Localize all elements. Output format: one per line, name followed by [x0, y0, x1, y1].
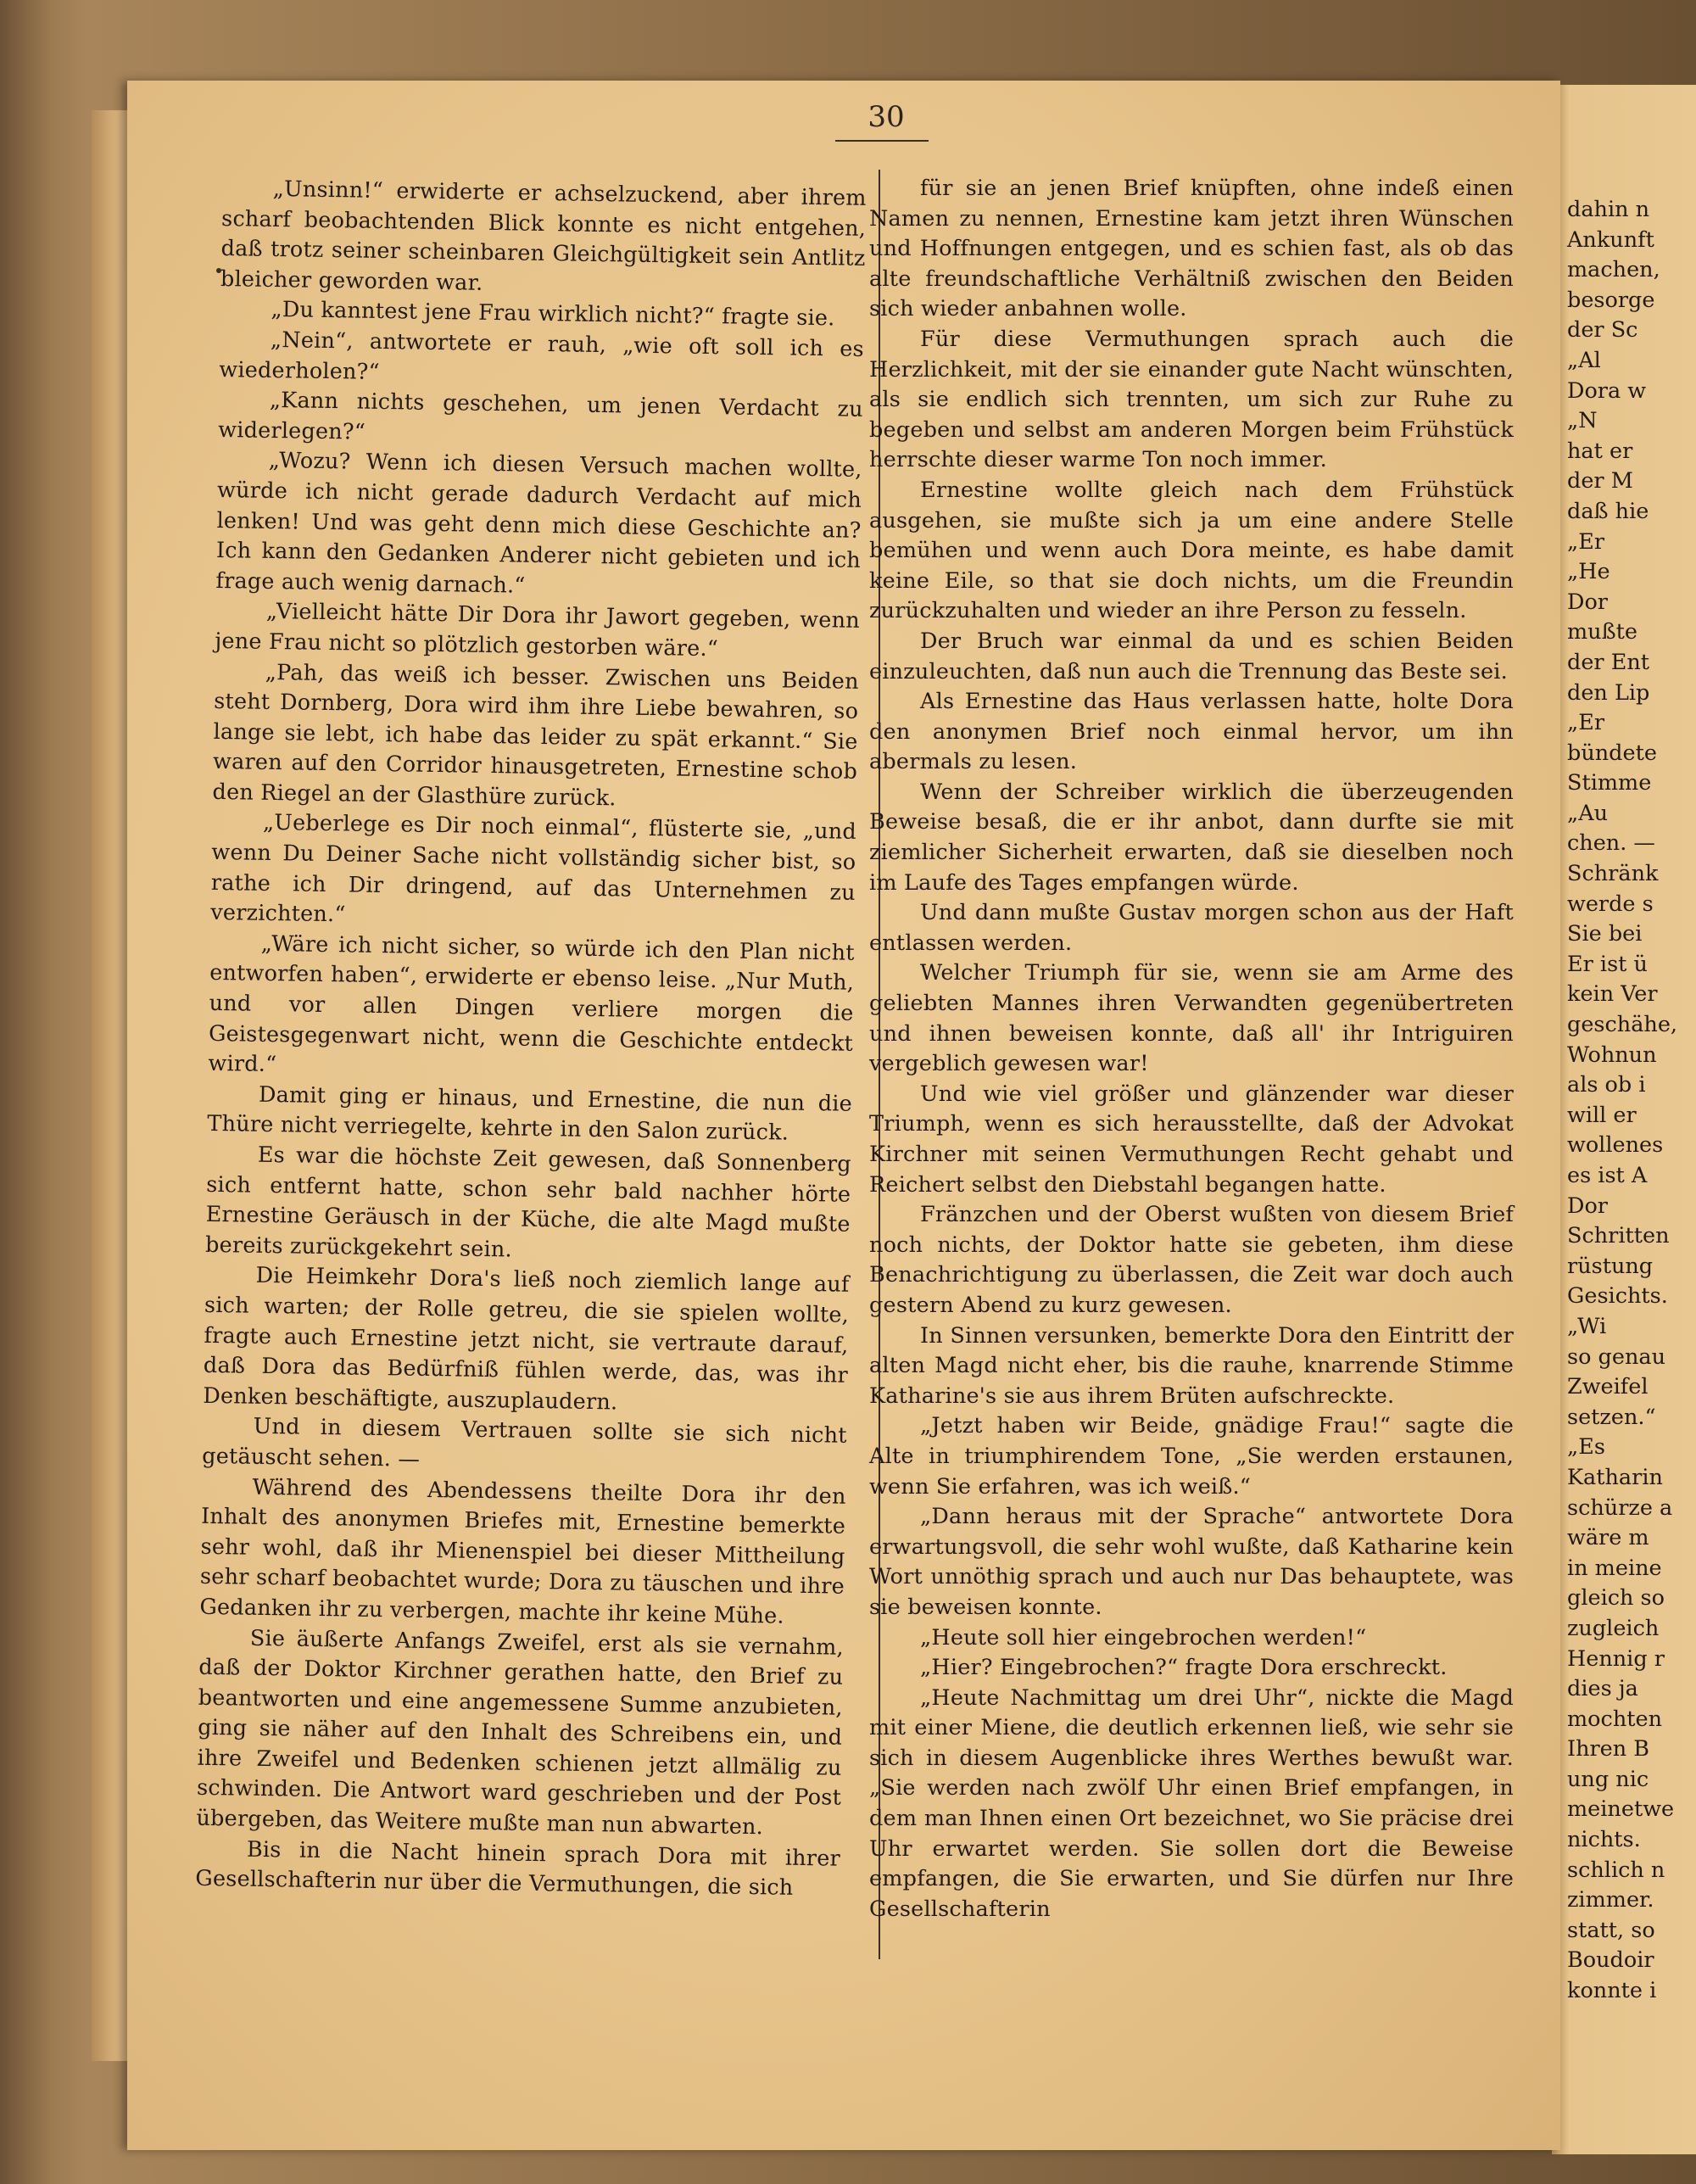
next-page-line: in meine — [1567, 1555, 1662, 1581]
next-page-line: will er — [1567, 1102, 1637, 1128]
next-page-line: „Es — [1567, 1434, 1605, 1461]
paragraph: „Unsinn!“ erwiderte er achselzuckend, aber ihrem scharf beobachtenden Blick konnte es nicht entgehen, daß trotz seiner scheinbaren Gleichgültigkeit sein Antlitz bleicher geworden war. — [220, 176, 867, 296]
next-page-line: „Er — [1567, 528, 1605, 555]
next-page-line: Dor — [1567, 589, 1608, 615]
next-page-line: wäre m — [1567, 1525, 1649, 1551]
next-page-line: ung nic — [1567, 1766, 1649, 1792]
next-page-line: konnte i — [1567, 1978, 1657, 2004]
next-page-line: hat er — [1567, 438, 1633, 464]
next-page-line: machen, — [1567, 257, 1660, 283]
paragraph: In Sinnen versunken, bemerkte Dora den Eintritt der alten Magd nicht eher, bis die rauhe, knarrende Stimme Katharine's sie aus ihrem Brüten aufschreckte. — [869, 1322, 1514, 1409]
paragraph: „Heute Nachmittag um drei Uhr“, nickte die Magd mit einer Miene, die deutlich erkennen ließ, wie sehr sie sich in diesem Augenblicke ihres Werthes bewußt war. „Sie werden nach zwölf Uhr einen Brief empfangen, in dem man Ihnen einen Ort bezeichnet, wo Sie präcise drei Uhr erwartet werden. Sie sollen dort die Beweise empfangen, die Sie erwarten, und Sie dürfen nur Ihre Gesellschafterin — [869, 1684, 1514, 1922]
next-page-line: rüstung — [1567, 1253, 1654, 1279]
next-page-line: als ob i — [1567, 1072, 1646, 1098]
paragraph: Welcher Triumph für sie, wenn sie am Arme des geliebten Mannes ihren Verwandten gegenübertreten und ihnen beweisen konnte, daß all' ihr Intriguiren vergeblich gewesen war! — [869, 960, 1514, 1077]
next-page-line: nichts. — [1567, 1827, 1641, 1853]
next-page-line: chen. — — [1567, 830, 1655, 857]
next-page-line: statt, so — [1567, 1917, 1655, 1943]
paragraph: „Nein“, antwortete er rauh, „wie oft soll ich es wiederholen?“ — [219, 327, 865, 385]
paragraph: „Kann nichts geschehen, um jenen Verdacht zu widerlegen?“ — [218, 388, 863, 445]
next-page-line: so genau — [1567, 1343, 1666, 1370]
paragraph: Während des Abendessens theilte Dora ihr den Inhalt des anonymen Briefes mit, Ernestine bemerkte sehr wohl, daß ihr Mienenspiel bei dieser Mittheilung sehr scharf beobachtet wurde; Dora zu täuschen und ihre Gedanken ihr zu verbergen, machte ihr keine Mühe. — [199, 1474, 846, 1629]
next-page-line: Er ist ü — [1567, 951, 1648, 977]
next-page-line: besorge — [1567, 287, 1655, 313]
paragraph: „Wäre ich nicht sicher, so würde ich den Plan nicht entworfen haben“, erwiderte er ebenso leise. „Nur Muth, und vor allen Dingen verliere morgen die Geistesgegenwart nicht, wenn die Geschichte entdeckt wird.“ — [208, 930, 855, 1078]
next-page-line: dies ja — [1567, 1676, 1638, 1702]
next-page-line: Stimme — [1567, 770, 1652, 796]
next-page-line: Dora w — [1567, 377, 1647, 404]
paragraph: Fränzchen und der Oberst wußten von diesem Brief noch nichts, der Doktor hatte sie gebeten, ihm diese Benachrichtigung zu überlassen, die Zeit war doch auch gestern Abend zu kurz gewesen. — [869, 1202, 1514, 1318]
next-page-strip — [1552, 85, 1696, 2154]
paragraph: Und wie viel größer und glänzender war dieser Triumph, wenn es sich herausstellte, daß der Advokat Kirchner mit seinen Vermuthungen Recht gehabt und Reichert selbst den Diebstahl begangen hatte. — [869, 1081, 1514, 1198]
next-page-line: Wohnun — [1567, 1042, 1657, 1068]
next-page-line: werde s — [1567, 891, 1654, 917]
next-page-line: „N — [1567, 408, 1598, 434]
paragraph: Bis in die Nacht hinein sprach Dora mit ihrer Gesellschafterin nur über die Vermuthungen, die sich — [195, 1836, 841, 1902]
next-page-line: bündete — [1567, 740, 1657, 766]
next-page-line: setzen.“ — [1567, 1404, 1656, 1430]
paragraph: Der Bruch war einmal da und es schien Beiden einzuleuchten, daß nun auch die Trennung das Beste sei. — [869, 628, 1514, 684]
paragraph: „Dann heraus mit der Sprache“ antwortete Dora erwartungsvoll, die sehr wohl wußte, daß Katharine kein Wort unnöthig sprach und auch nur Das behauptete, was sie beweisen konnte. — [869, 1504, 1514, 1620]
next-page-line: Schritten — [1567, 1223, 1670, 1249]
paragraph: Ernestine wollte gleich nach dem Frühstück ausgehen, sie mußte sich ja um eine andere Stelle bemühen und wenn auch Dora meinte, es habe damit keine Eile, so that sie doch nichts, um die Freundin zurückzuhalten und wieder an ihre Person zu fesseln. — [869, 477, 1514, 624]
next-page-line: „He — [1567, 559, 1610, 585]
next-page-line: dahin n — [1567, 197, 1650, 222]
next-page-line: Schränk — [1567, 861, 1659, 887]
paragraph: „Hier? Eingebrochen?“ fragte Dora erschreckt. — [920, 1655, 1448, 1681]
next-page-line: Dor — [1567, 1193, 1608, 1219]
paragraph: Und in diesem Vertrauen sollte sie sich nicht getäuscht sehen. — — [202, 1414, 847, 1472]
next-page-line: Ankunft — [1567, 226, 1654, 253]
next-page-line: Boudoir — [1567, 1947, 1654, 1974]
next-page-line: Sie bei — [1567, 921, 1643, 947]
next-page-line: kein Ver — [1567, 981, 1658, 1008]
next-page-line: wollenes — [1567, 1132, 1664, 1159]
next-page-line: mochten — [1567, 1706, 1662, 1732]
page-number-rule — [835, 140, 929, 142]
next-page-line: der Sc — [1567, 317, 1638, 344]
next-page-line: mußte — [1567, 619, 1637, 645]
paragraph: Als Ernestine das Haus verlassen hatte, holte Dora den anonymen Brief noch einmal hervor, um ihn abermals zu lesen. — [869, 689, 1514, 775]
next-page-line: „Er — [1567, 710, 1605, 736]
paragraph: „Jetzt haben wir Beide, gnädige Frau!“ sagte die Alte in triumphirendem Tone, „Sie werden erstaunen, wenn Sie erfahren, was ich weiß.“ — [869, 1413, 1514, 1500]
paragraph: „Heute soll hier eingebrochen werden!“ — [920, 1624, 1367, 1651]
next-page-line: der Ent — [1567, 649, 1649, 675]
page-number: 30 — [868, 100, 905, 134]
paragraph: Und dann mußte Gustav morgen schon aus der Haft entlassen werden. — [869, 900, 1514, 956]
next-page-line: „Wi — [1567, 1313, 1607, 1339]
next-page-line: Katharin — [1567, 1464, 1663, 1490]
paragraph: Die Heimkehr Dora's ließ noch ziemlich lange auf sich warten; der Rolle getreu, die sie spielen wollte, fragte auch Ernestine jetzt nicht, sie vertraute darauf, daß Dora das Bedürfniß fühlen werde, das, was ihr Denken beschäftigte, auszuplaudern. — [203, 1263, 850, 1416]
paragraph: „Wozu? Wenn ich diesen Versuch machen wollte, würde ich nicht gerade dadurch Verdacht auf mich lenken! Und was geht denn mich diese Geschichte an? Ich kann den Gedanken Anderer nicht gebieten und ich frage auch wenig darnach.“ — [215, 448, 862, 599]
paragraph: Für diese Vermuthungen sprach auch die Herzlichkeit, mit der sie einander gute Nacht wünschten, als sie endlich sich trennten, um sich zur Ruhe zu begeben und selbst am anderen Morgen beim Frühstück herrschte dieser warme Ton noch immer. — [869, 326, 1514, 473]
right-column — [869, 174, 1514, 1924]
paragraph: Damit ging er hinaus, und Ernestine, die nun die Thüre nicht verriegelte, kehrte in den Salon zurück. — [207, 1081, 853, 1147]
next-page-line: zugleich — [1567, 1615, 1660, 1641]
paragraph: Es war die höchste Zeit gewesen, daß Sonnenberg sich entfernt hatte, schon sehr bald nachher hörte Ernestine Geräusch in der Küche, die alte Magd mußte bereits zurückgekehrt sein. — [204, 1142, 851, 1263]
next-page-line: „Al — [1567, 347, 1601, 373]
next-page-line: Ihren B — [1567, 1736, 1650, 1762]
left-column — [195, 174, 867, 1905]
next-page-line: der M — [1567, 468, 1633, 494]
next-page-line: gleich so — [1567, 1585, 1665, 1611]
next-page-line: schlich n — [1567, 1857, 1665, 1883]
paragraph: Sie äußerte Anfangs Zweifel, erst als sie vernahm, daß der Doktor Kirchner gerathen hatte, den Brief zu beantworten und eine angemessene Summe anzubieten, ging sie näher auf den Inhalt des Schreibens ein, und ihre Zweifel und Bedenken schienen jetzt allmälig zu schwinden. Die Antwort ward geschrieben und der Post übergeben, das Weitere mußte man nun abwarten. — [196, 1625, 845, 1840]
paragraph: „Vielleicht hätte Dir Dora ihr Jawort gegeben, wenn jene Frau nicht so plötzlich gestorben wäre.“ — [215, 599, 861, 662]
next-page-line: zimmer. — [1567, 1887, 1654, 1913]
paragraph: für sie an jenen Brief knüpften, ohne indeß einen Namen zu nennen, Ernestine kam jetzt ihren Wünschen und Hoffnungen entgegen, und es schien fast, als ob das alte freundschaftliche Verhältniß zwischen den Beiden sich wieder anbahnen wolle. — [869, 176, 1514, 322]
next-page-line: daß hie — [1567, 498, 1649, 524]
next-page-line: Hennig r — [1567, 1645, 1665, 1672]
paragraph: „Du kanntest jene Frau wirklich nicht?“ fragte sie. — [271, 297, 835, 332]
next-page-line: schürze a — [1567, 1494, 1673, 1521]
next-page-line: Zweifel — [1567, 1374, 1649, 1400]
next-page-line: den Lip — [1567, 679, 1650, 706]
next-page-line: meinetwe — [1567, 1796, 1675, 1823]
next-page-line: „Au — [1567, 800, 1609, 826]
next-page-text — [1567, 195, 1696, 2007]
paragraph: „Ueberlege es Dir noch einmal“, flüsterte sie, „und wenn Du Deiner Sache nicht vollständig sicher bist, so rathe ich Dir dringend, auf das Unternehmen zu verzichten.“ — [210, 810, 857, 928]
paragraph: Wenn der Schreiber wirklich die überzeugenden Beweise besaß, die er ihr anbot, dann durfte sie mit ziemlicher Sicherheit erwarten, daß sie dieselben noch im Laufe des Tages empfangen würde. — [869, 779, 1514, 896]
next-page-line: geschähe, — [1567, 1012, 1678, 1038]
next-page-line: Gesichts. — [1567, 1283, 1668, 1310]
paragraph: „Pah, das weiß ich besser. Zwischen uns Beiden steht Dornberg, Dora wird ihm ihre Liebe bewahren, so lange sie lebt, ich habe das leider zu spät erkannt.“ Sie waren auf den Corridor hinausgetreten, Ernestine schob den Riegel an der Glasthüre zurück. — [212, 659, 859, 812]
next-page-line: es ist A — [1567, 1163, 1648, 1188]
